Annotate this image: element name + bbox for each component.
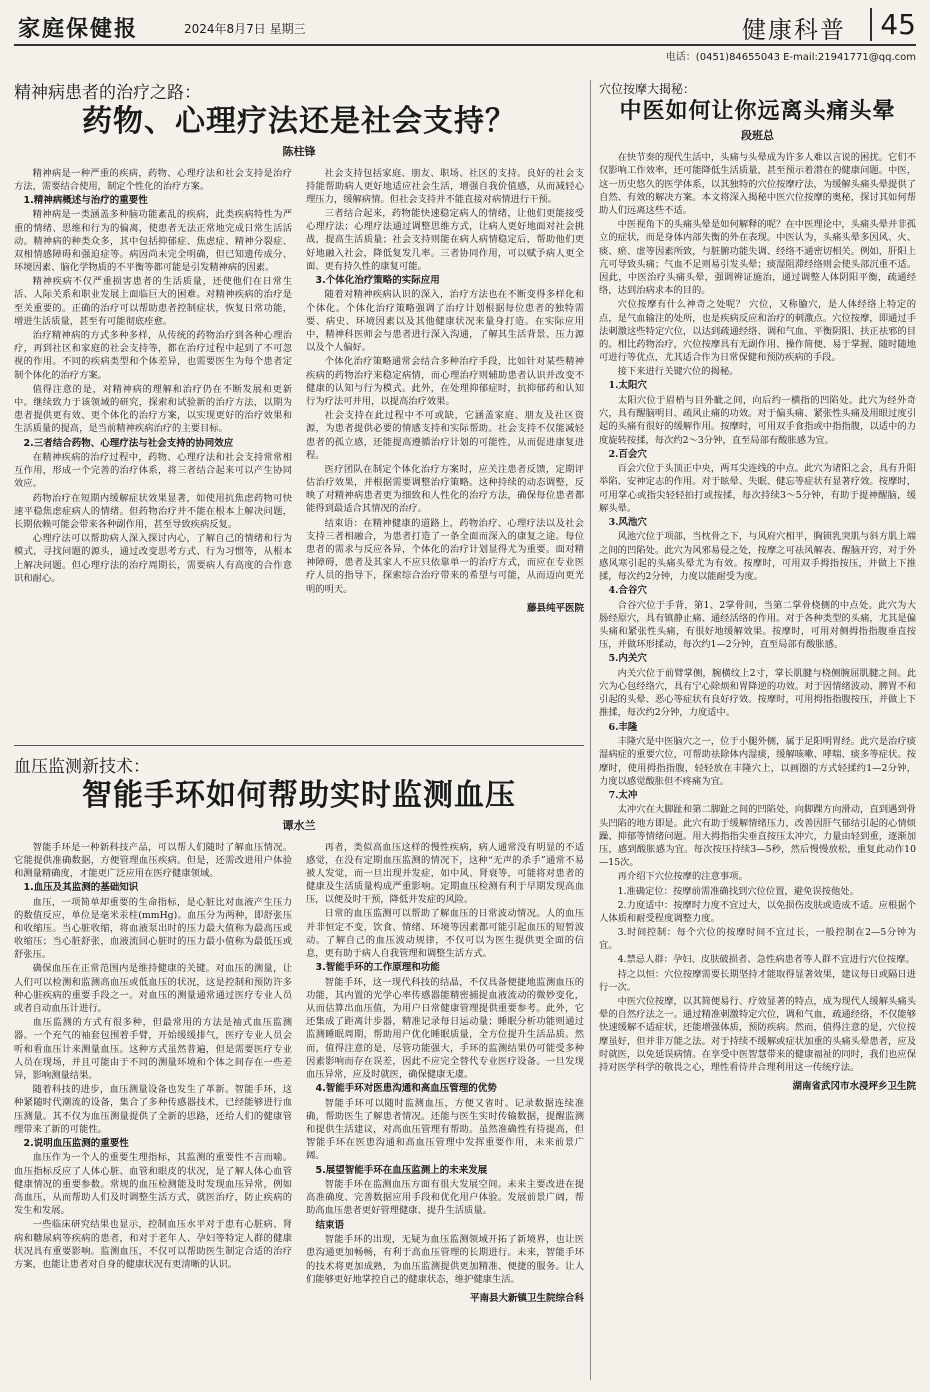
article-kicker: 血压监测新技术： [14, 757, 150, 777]
paragraph: 智能手环，这一现代科技的结晶，不仅具备便捷地监测血压的功能，其内置的光学心率传感器能精密捕捉血液流动的微妙变化，从而估算出血压值，为用户日常健康管理提供重要参考。此外，它还集成了距离计步器，精准记录每日运动量；睡眠分析功能则通过监测睡眠周期，帮助用户优化睡眠质量，全方位提升生活品质。然而，值得注意的是，尽管功能强大，手环的监测结果仍可能受多种因素影响而存在误差，因此不应完全替代专业医疗设备。一旦发现血压异常，应及时就医，确保健康无虞。 [306, 976, 584, 1080]
paragraph: 合谷穴位于手背，第1、2掌骨间，当第二掌骨桡侧的中点处。此穴为大肠经原穴，具有镇静止痛、通经活络的作用。对于各种类型的头痛，尤其是偏头痛和紧张性头痛，有很好地缓解效果。按摩时，可用对侧拇指指腹垂直按压，并做环形揉动，每次约1—2分钟，直至局部有酸胀感。 [599, 599, 916, 651]
section-title: 健康科普 [742, 16, 846, 44]
section-heading: 4.智能手环对医患沟通和高血压管理的优势 [315, 1083, 497, 1095]
paragraph: 精神病是一类涵盖多种脑功能紊乱的疾病，此类疾病特性为严重的情绪、思维和行为的偏离，使患者无法正常地完成日常生活活动。精神病的种类众多，其中包括抑郁症、焦虑症、精神分裂症、双相情感障碍和强迫症等。病因尚未完全明确，但已知遗传成分、环境因素、脑化学物质的不平衡等都可能是引发精神病的因素。 [14, 209, 292, 274]
article-source: 藤县纯平医院 [526, 602, 584, 614]
section-heading: 7.太冲 [608, 789, 638, 801]
paragraph: 智能手环在监测血压方面有很大发展空间。未来主要改进在提高准确度、完善数据应用手段和优化用户体验。发展前景广阔，帮助高血压患者更好管理健康、提升生活质量。 [306, 1179, 584, 1217]
paragraph: 药物治疗在短期内缓解症状效果显著，如使用抗焦虑药物可快速平稳焦虑症病人的情绪。但药物治疗并不能在根本上解决问题，长期依赖可能会带来各种副作用，甚至导致疾病反复。 [14, 492, 292, 530]
paragraph: 中医视角下的头痛头晕是如何解释的呢？在中医理论中，头痛头晕并非孤立的症状，而是身体内部失衡的外在表现。中医认为，头痛头晕多因风、火、痰、瘀、虚等因素所致，与脏腑功能失调、经络不通密切相关。例如，肝阳上亢可导致头痛；气血不足则易引发头晕；痰湿阻滞经络则会使头部沉重不适。因此，中医治疗头痛头晕，强调辨证施治，通过调整人体阴阳平衡，疏通经络，达到治病求本的目的。 [599, 219, 916, 297]
paragraph: 内关穴位于前臂掌侧，腕横纹上2寸，掌长肌腱与桡侧腕屈肌腱之间。此穴为心包经络穴，具有宁心除烦和胃降逆的功效。对于因情绪波动、脾胃不和引起的头晕、恶心等症状有良好疗效。按摩时，可用拇指指腹按压，并做上下推揉，每次约2分钟，力度适中。 [599, 667, 916, 719]
paragraph: 社会支持包括家庭、朋友、职场、社区的支持。良好的社会支持能帮助病人更好地适应社会生活，增强自我价值感，从而减轻心理压力，缓解病情。但社会支持并不能直接对病情进行干预。 [306, 167, 584, 205]
article-body [14, 841, 584, 1286]
paragraph: 日常的血压监测可以帮助了解血压的日常波动情况。人的血压并非恒定不变，饮食、情绪、环境等因素都可能引起血压的短暂波动。了解自己的血压波动规律，不仅可以为医生提供更全面的信息，更有助于病人自我管理和调整生活方式。 [306, 908, 584, 959]
article-headline: 智能手环如何帮助实时监测血压 [82, 778, 516, 813]
paragraph: 血压监测的方式有很多种，但最常用的方法是袖式血压监测器。一个充气的袖套包围着手臂，开始缓缓排气，医疗专业人员会听和看血压计来测量血压。这种方式虽然普遍，但是需要医疗专业人员在现场，并且可能由于不同的测量环境和个体之间存在一些差异，影响测量结果。 [14, 1017, 292, 1081]
section-heading: 3.智能手环的工作原理和功能 [315, 962, 440, 974]
paragraph: 3.时间控制：每个穴位的按摩时间不宜过长，一般控制在2—5分钟为宜。 [599, 927, 916, 952]
section-heading: 2.百会穴 [608, 448, 647, 460]
article-acupressure [590, 80, 916, 1380]
paragraph: 穴位按摩有什么神奇之处呢？ 穴位，又称腧穴，是人体经络上特定的点，是气血输注的处所，也是疾病反应和治疗的刺激点。穴位按摩，即通过手法刺激这些特定穴位，以达到疏通经络、调和气血、平衡阴阳、扶正祛邪的目的。相比药物治疗，穴位按摩具有无副作用、操作简便、易于掌握、随时随地可进行等优点，尤其适合作为日常保健和预防疾病的手段。 [599, 299, 916, 364]
article-headline: 中医如何让你远离头痛头晕 [619, 98, 896, 124]
paragraph: 值得注意的是，对精神病的理解和治疗仍在不断发展和更新中。继续致力于该领域的研究，探索和试验新的治疗方法，以期为患者提供更有效、更个体化的治疗方案，以实现更好的治疗效果和生活质量的提高，是当前精神疾病治疗的主要目标。 [14, 383, 292, 435]
contact-info: 电话：(0451)84655043 E-mail:21941771@qq.com [665, 52, 916, 63]
paragraph: 结束语：在精神健康的道路上，药物治疗、心理疗法以及社会支持三者相融合，为患者打造了一条全面而深入的康复之途。每位患者的需求与反应各异，个体化的治疗计划显得尤为重要。面对精神障碍，患者及其家人不应只依靠单一的治疗方式，而应在专业医疗人员的指导下，探索综合治疗带来的希望与可能，从而迈向更光明的明天。 [306, 517, 584, 595]
paragraph: 智能手环的出现，无疑为血压监测领域开拓了新境界，也让医患沟通更加畅畅，有利于高血压管理的长期进行。未来，智能手环的技术将更加成熟，为血压监测提供更加精准、便捷的服务。让人们能够更好地掌控自己的健康状态，维护健康生活。 [306, 1234, 584, 1285]
paragraph: 智能手环是一种新科技产品，可以帮人们随时了解血压情况。它能提供准确数据，方便管理血压疾病。但是，还需改进用户体验和测量精确度，才能更广泛应用在医疗健康领域。 [14, 841, 292, 879]
paragraph: 心理疗法可以帮助病人深入探讨内心，了解自己的情绪和行为模式，寻找问题的源头，通过改变思考方式、行为习惯等，从根本上解决问题。但心理疗法的治疗周期长，需要病人有高度的合作意识和耐心。 [14, 533, 292, 584]
paragraph: 一些临床研究结果也显示，控制血压水平对于患有心脏病、肾病和糖尿病等疾病的患者，和对于老年人、孕妇等特定人群的健康状况具有重要影响。监测血压，不仅可以帮助医生制定合适的治疗方案，也能让患者对自身的健康状况有更清晰的认识。 [14, 1219, 292, 1270]
paragraph: 中医穴位按摩，以其简便易行、疗效显著的特点，成为现代人缓解头痛头晕的自然疗法之一。通过精准刺激特定穴位，调和气血，疏通经络，不仅能够快速缓解不适症状，还能增强体质，预防疾病。然而，值得注意的是，穴位按摩虽好，但并非万能之法。对于持续不缓解或症状加重的头痛头晕患者，应及时就医，以免延误病情。在享受中医智慧带来的健康福祉的同时，我们也应保持对医学科学的敬畏之心，理性看待并合理利用这一传统疗法。 [599, 996, 916, 1073]
paragraph: 医疗团队在制定个体化治疗方案时，应关注患者反馈，定期评估治疗效果，并根据需要调整治疗策略。这种持续的动态调整，反映了对精神病患者更为细致和人性化的治疗方法，确保每位患者都能得到最适合其情况的治疗。 [306, 463, 584, 515]
paragraph: 在精神疾病的治疗过程中，药物、心理疗法和社会支持常常相互作用，形成一个完善的治疗体系，将三者结合起来可以产生协同效应。 [14, 452, 292, 490]
paragraph: 精神疾病不仅严重损害患者的生活质量，还使他们在日常生活、人际关系和职业发展上面临巨大的困难。对精神疾病的治疗是至关重要的。正确的治疗可以帮助患者控制症状，恢复日常功能，增进生活质量，甚至有可能彻底痊愈。 [14, 276, 292, 327]
paragraph: 治疗精神病的方式多种多样，从传统的药物治疗到各种心理治疗，再到社区和家庭的社会支持等，都在治疗过程中起到了不可忽视的作用。不同的疾病类型和个体差异，也需要医生为每个患者定制个体化的治疗方案。 [14, 330, 292, 381]
article-source: 湖南省武冈市水浸坪乡卫生院 [792, 1081, 916, 1093]
article-mental-illness [14, 78, 584, 740]
paragraph: 太冲穴在大脚趾和第二脚趾之间的凹陷处，向脚踝方向滑动，直到遇到骨头凹陷的地方即是。此穴有助于缓解情绪压力，改善因肝气郁结引起的心情烦躁、抑郁等情绪问题。用大拇指指尖垂直按压太冲穴，力量由轻到重，逐渐加压，感到酸胀感为宜。每次按压持续3—5秒，然后慢慢放松，重复此动作10—15次。 [599, 804, 916, 869]
article-smart-band [14, 752, 584, 1382]
section-heading: 5.内关穴 [608, 653, 647, 665]
paragraph: 个体化治疗策略通常会结合多种治疗手段，比如针对某些精神疾病的药物治疗来稳定病情，而心理治疗则辅助患者认识并改变不健康的认知与行为模式。此外，在处理抑郁症时，抗抑郁药和认知行为疗法可并用，以提高治疗效果。 [306, 356, 584, 407]
section-heading: 1.血压及其监测的基础知识 [23, 882, 139, 894]
article-author: 陈柱锋 [282, 144, 316, 158]
page-number: 45 [870, 8, 916, 41]
section-heading: 2.三者结合药物、心理疗法与社会支持的协同效应 [23, 437, 234, 449]
article-kicker: 穴位按摩大揭秘： [599, 82, 696, 96]
article-body [14, 167, 584, 596]
section-heading: 6.丰隆 [608, 721, 638, 733]
paragraph: 社会支持在此过程中不可或缺，它涵盖家庭、朋友及社区资源，为患者提供必要的情感支持和实际帮助。社会支持不仅能减轻患者的孤立感，还能提高遵循治疗计划的可能性，从而促进康复进程。 [306, 410, 584, 461]
paragraph: 确保血压在正常范围内是维持健康的关键。对血压的测量，让人们可以检测和监测高血压或低血压的状况，这是控制和预防许多种心脏疾病的重要手段之一。对血压的测量通常通过医疗专业人员或者自动血压计进行。 [14, 963, 292, 1015]
paragraph: 太阳穴位于眉梢与目外眦之间，向后约一横指的凹陷处。此穴为经外奇穴，具有醒脑明目、疏风止痛的功效。对于偏头痛、紧张性头痛及用眼过度引起的头痛有很好的缓解作用。按摩时，可用双手食指或中指指腹，以适中的力度旋转按揉，每次约2～3分钟，直至局部有酸胀感为宜。 [599, 394, 916, 446]
paragraph: 再者，类似高血压这样的慢性疾病，病人通常没有明显的不适感觉，在没有定期血压监测的情况下，这种“无声的杀手”通常不易被人发觉，而一旦出现并发症，如中风、肾衰等，可能将对患者的健康及生活质量构成严重影响。定期血压检测有利于早期发现高血压，以便及时干预，降低并发症的风险。 [306, 841, 584, 906]
paragraph: 在快节奏的现代生活中，头痛与头晕成为许多人难以言说的困扰。它们不仅影响工作效率，还可能降低生活质量，甚至预示着潜在的健康问题。中医，这一历史悠久的医学体系，以其独特的穴位按摩疗法，为缓解头痛头晕提供了自然、有效的解决方案。本文将深入揭秘中医穴位按摩的奥秘，探讨其如何帮助人们远离这些不适。 [599, 152, 916, 217]
article-body [599, 151, 916, 1074]
paragraph: 智能手环可以随时监测血压，方便又省时。记录数据连续准确，帮助医生了解患者情况。还能与医生实时传输数据，提醒监测和提供生活建议，对高血压管理有帮助。虽然准确性有待提高，但智能手环在医患沟通和高血压管理中发挥重要作用，未来前景广阔。 [306, 1097, 584, 1162]
article-source: 平南县大新镇卫生院综合科 [469, 1292, 584, 1304]
paragraph: 百会穴位于头顶正中央，两耳尖连线的中点。此穴为诸阳之会，具有升阳举陷、安神定志的作用。对于眩晕、失眠、健忘等症状有显著疗效。按摩时，可用掌心或指尖轻轻拍打或按揉，每次持续3～5分钟，有助于提神醒脑，缓解头晕。 [599, 463, 916, 514]
paragraph: 接下来进行关键穴位的揭秘。 [617, 366, 739, 378]
article-author: 谭水兰 [282, 818, 316, 832]
paragraph: 再介绍下穴位按摩的注意事项。 [617, 871, 748, 883]
paragraph: 血压，一项简单却重要的生命指标，是心脏比对血液产生压力的数值反应，单位是毫米汞柱(mmHg)。血压分为两种，即舒张压和收缩压。当心脏收缩，将血液泵出时的压力最大值称为最高压或收缩压；当心脏舒张，血液流回心脏时的压力最小值称为最低压或舒张压。 [14, 896, 292, 961]
paragraph: 持之以恒：穴位按摩需要长期坚持才能取得显著效果，建议每日或隔日进行一次。 [599, 968, 916, 993]
paragraph: 2.力度适中：按摩时力度不宜过大，以免损伤皮肤或造成不适。应根据个人体质和耐受程度调整力度。 [599, 899, 916, 924]
article-headline: 药物、心理疗法还是社会支持？ [82, 104, 516, 139]
section-heading: 1.太阳穴 [608, 380, 647, 392]
paragraph: 三者结合起来，药物能快速稳定病人的情绪，让他们更能接受心理疗法；心理疗法通过调整思维方式，让病人更好地面对社会挑战，提高生活质量；社会支持则能在病人病情稳定后，帮助他们更好地融入社会，降低复发几率。三者协同作用，可以赋予病人更全面、更有持久性的康复可能。 [306, 208, 584, 272]
section-divider [14, 745, 584, 746]
article-author: 段班总 [741, 129, 774, 143]
section-heading: 1.精神病概述与治疗的重要性 [23, 194, 148, 206]
paragraph: 血压作为一个人的重要生理指标，其监测的重要性不言而喻。血压指标反应了人体心脏、血管和眼皮的状况，是了解人体心血管健康情况的重要参数。常规的血压检测能及时发现血压异常，例如高血压，从而帮助人们及时调整生活方式，就医治疗，防止疾病的发生和发展。 [14, 1152, 292, 1217]
paragraph: 1.准确定位：按摩前需准确找到穴位位置，避免误按他处。 [617, 885, 859, 897]
paragraph: 4.禁忌人群：孕妇、皮肤破损者、急性病患者等人群不宜进行穴位按摩。 [617, 954, 915, 966]
section-heading: 4.合谷穴 [608, 585, 647, 597]
article-kicker: 精神病患者的治疗之路： [14, 83, 201, 103]
paragraph: 精神病是一种严重的疾病，药物、心理疗法和社会支持是治疗方法，需要结合使用，制定个性化的治疗方案。 [14, 167, 292, 192]
masthead [14, 8, 916, 46]
paragraph: 丰隆穴是中医脑穴之一，位于小腿外侧，属于足阳明胃经。此穴是治疗痰湿病症的重要穴位，可帮助祛除体内湿痰，缓解咳嗽、哮喘、痰多等症状。按摩时，使用拇指指腹，轻轻放在丰隆穴上，以画圈的方式轻揉约1—2分钟，力度以感觉酸胀但不疼痛为宜。 [599, 736, 916, 787]
section-heading: 2.说明血压监测的重要性 [23, 1137, 129, 1149]
paragraph: 随着对精神疾病认识的深入，治疗方法也在不断变得多样化和个体化。个体化治疗策略强调了治疗计划根据每位患者的独特需要、病史、环境因素以及其他健康状况来量身打造。在实际应用中，精神科医师会与患者进行深入沟通，了解其生活背景、压力源以及个人偏好。 [306, 289, 584, 354]
paragraph: 风池穴位于项部，当枕骨之下，与风府穴相平，胸锁乳突肌与斜方肌上端之间的凹陷处。此穴为风邪易侵之处，按摩之可祛风解表、醒脑开窍，对于外感风寒引起的头痛头晕尤为有效。按摩时，可用双手拇指按压，并做上下推揉，每次约2分钟，力度以能耐受为度。 [599, 531, 916, 582]
section-heading: 结束语 [315, 1219, 345, 1231]
section-heading: 5.展望智能手环在血压监测上的未来发展 [315, 1164, 488, 1176]
issue-date: 2024年8月7日 星期三 [184, 22, 306, 36]
section-heading: 3.风池穴 [608, 516, 647, 528]
section-heading: 3.个体化治疗策略的实际应用 [315, 275, 440, 286]
paragraph: 随着科技的进步，血压测量设备也发生了革新。智能手环，这种紧随时代潮流的设备，集合了多种传感器技术，已经能够进行血压测量。其不仅为血压测量提供了全新的思路，还给人们的健康管理带来了新的可能性。 [14, 1084, 292, 1135]
paper-name: 家庭保健报 [18, 17, 139, 42]
